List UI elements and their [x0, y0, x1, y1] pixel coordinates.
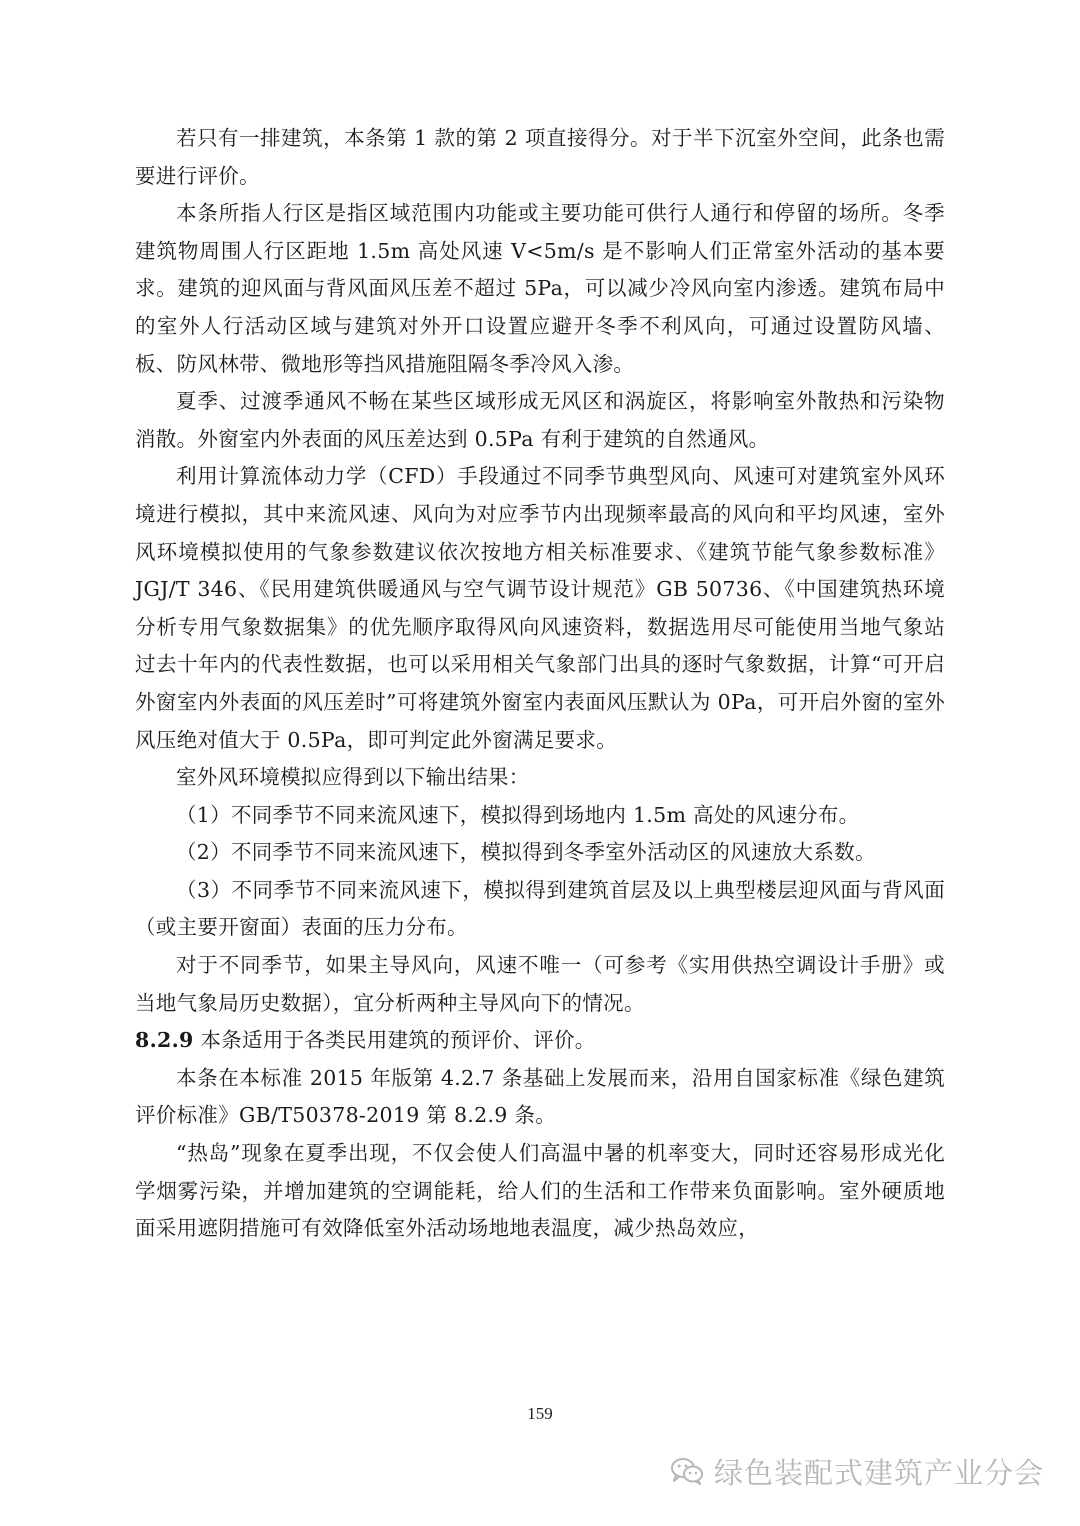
page-number: 159	[527, 1404, 553, 1423]
wechat-icon	[670, 1456, 704, 1486]
paragraph: “热岛”现象在夏季出现，不仅会使人们高温中暑的机率变大，同时还容易形成光化学烟雾污染，并增加建筑的空调能耗，给人们的生活和工作带来负面影响。室外硬质地面采用遮阴措施可有效降低室外活动场地地表温度，减少热岛效应，	[135, 1141, 945, 1241]
paragraph: 室外风环境模拟应得到以下输出结果：	[176, 765, 530, 790]
watermark-text: 绿色装配式建筑产业分会	[713, 1455, 1044, 1490]
clause-heading	[135, 1022, 945, 1060]
list-item: （3）不同季节不同来流风速下，模拟得到建筑首层及以上典型楼层迎风面与背风面（或主要开窗面）表面的压力分布。	[135, 877, 945, 940]
watermark	[670, 1449, 1044, 1493]
paragraph: 本条所指人行区是指区域范围内功能或主要功能可供行人通行和停留的场所。冬季建筑物周围人行区距地 1.5m 高处风速 V<5m/s 是不影响人们正常室外活动的基本要求。建筑的迎风面与背风面风压差不超过 5Pa，可以减少冷风向室内渗透。建筑布局中的室外人行活动区域与建筑对外开口设置应避开冬季不利风向，可通过设置防风墙、板、防风林带、微地形等挡风措施阻隔冬季冷风入渗。	[135, 201, 945, 376]
paragraph: 本条在本标准 2015 年版第 4.2.7 条基础上发展而来，沿用自国家标准《绿色建筑评价标准》GB/T50378-2019 第 8.2.9 条。	[135, 1065, 945, 1128]
list-item: （2）不同季节不同来流风速下，模拟得到冬季室外活动区的风速放大系数。	[176, 840, 876, 865]
paragraph: 利用计算流体动力学（CFD）手段通过不同季节典型风向、风速可对建筑室外风环境进行模拟，其中来流风速、风向为对应季节内出现频率最高的风向和平均风速，室外风环境模拟使用的气象参数建议依次按地方相关标准要求、《建筑节能气象参数标准》JGJ/T 346、《民用建筑供暖通风与空气调节设计规范》GB 50736、《中国建筑热环境分析专用气象数据集》的优先顺序取得风向风速资料，数据选用尽可能使用当地气象站过去十年内的代表性数据，也可以采用相关气象部门出具的逐时气象数据，计算“可开启外窗室内外表面的风压差时”可将建筑外窗室内表面风压默认为 0Pa，可开启外窗的室外风压绝对值大于 0.5Pa，即可判定此外窗满足要求。	[135, 464, 945, 752]
list-item: （1）不同季节不同来流风速下，模拟得到场地内 1.5m 高处的风速分布。	[176, 802, 860, 827]
clause-text: 本条适用于各类民用建筑的预评价、评价。	[193, 1028, 596, 1053]
paragraph: 若只有一排建筑，本条第 1 款的第 2 项直接得分。对于半下沉室外空间，此条也需要进行评价。	[135, 126, 945, 188]
paragraph: 对于不同季节，如果主导风向，风速不唯一（可参考《实用供热空调设计手册》或当地气象局历史数据），宜分析两种主导风向下的情况。	[135, 953, 945, 1015]
clause-number: 8.2.9	[135, 1028, 194, 1053]
paragraph: 夏季、过渡季通风不畅在某些区域形成无风区和涡旋区，将影响室外散热和污染物消散。外窗室内外表面的风压差达到 0.5Pa 有利于建筑的自然通风。	[135, 389, 945, 451]
document-body	[135, 120, 945, 1248]
